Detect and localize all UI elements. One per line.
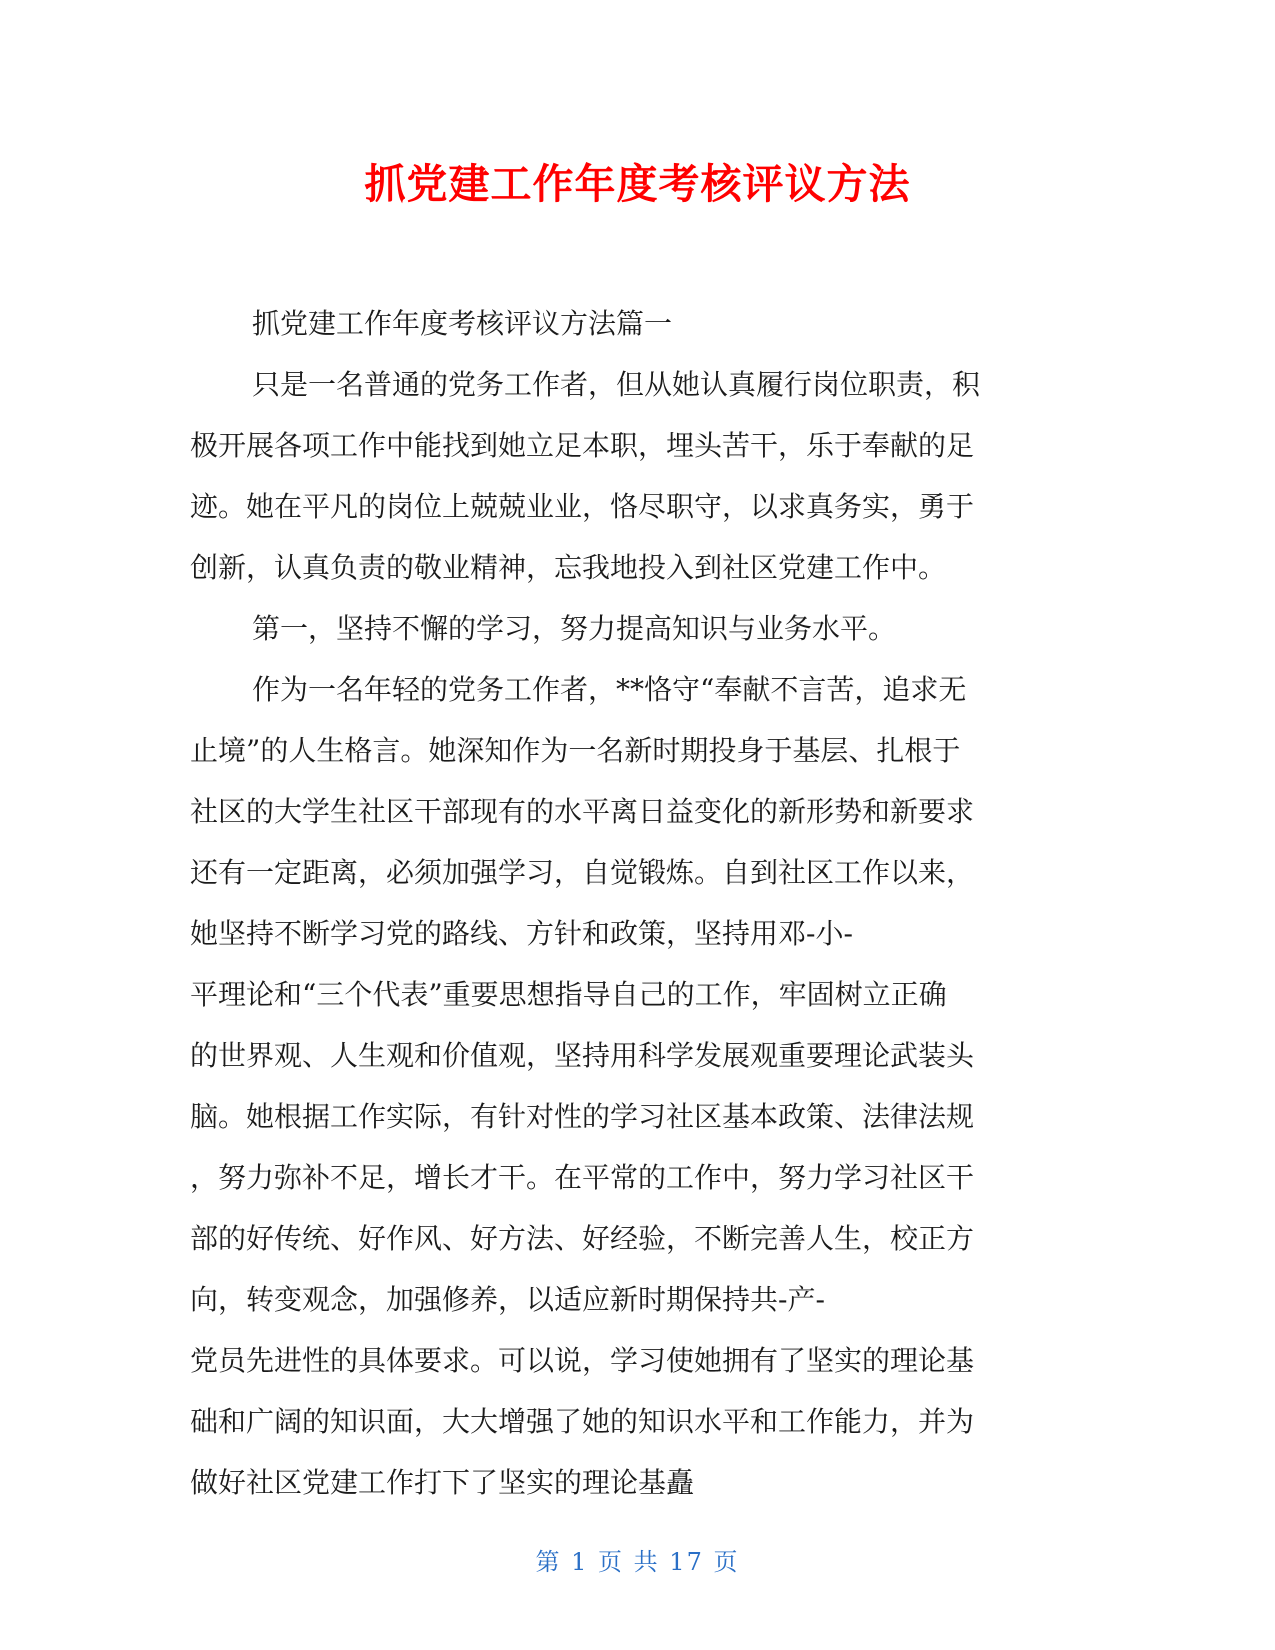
paragraph-line: 她坚持不断学习党的路线、方针和政策，坚持用邓-小-: [190, 917, 853, 950]
paragraph-line: 党员先进性的具体要求。可以说，学习使她拥有了坚实的理论基: [190, 1344, 975, 1377]
paragraph-line: 极开展各项工作中能找到她立足本职，埋头苦干，乐于奉献的足: [190, 429, 975, 462]
paragraph-line: 迹。她在平凡的岗位上兢兢业业，恪尽职守，以求真务实，勇于: [190, 490, 975, 523]
page-number-footer: 第 1 页 共 17 页: [535, 1548, 740, 1576]
paragraph-line: 向，转变观念，加强修养，以适应新时期保持共-产-: [190, 1283, 825, 1316]
paragraph-line: 部的好传统、好作风、好方法、好经验，不断完善人生，校正方: [190, 1222, 975, 1255]
paragraph-line: 只是一名普通的党务工作者，但从她认真履行岗位职责，积: [252, 368, 981, 401]
paragraph-line: 创新，认真负责的敬业精神，忘我地投入到社区党建工作中。: [190, 551, 947, 584]
paragraph-line: 脑。她根据工作实际，有针对性的学习社区基本政策、法律法规: [190, 1100, 975, 1133]
document-title: 抓党建工作年度考核评议方法: [364, 160, 911, 208]
paragraph-line: 第一，坚持不懈的学习，努力提高知识与业务水平。: [252, 612, 897, 645]
paragraph-line: 止境”的人生格言。她深知作为一名新时期投身于基层、扎根于: [190, 734, 961, 767]
paragraph-line: 做好社区党建工作打下了坚实的理论基矗: [190, 1466, 695, 1499]
paragraph-line: 社区的大学生社区干部现有的水平离日益变化的新形势和新要求: [190, 795, 975, 828]
paragraph-line: 础和广阔的知识面，大大增强了她的知识水平和工作能力，并为: [190, 1405, 975, 1438]
paragraph-line: 平理论和“三个代表”重要思想指导自己的工作，牢固树立正确: [190, 978, 947, 1011]
paragraph-line: 还有一定距离，必须加强学习，自觉锻炼。自到社区工作以来，: [190, 856, 975, 889]
document-body: [190, 293, 1065, 1513]
paragraph-line: 的世界观、人生观和价值观，坚持用科学发展观重要理论武装头: [190, 1039, 975, 1072]
section-heading: 抓党建工作年度考核评议方法篇一: [252, 307, 673, 340]
paragraph-line: 作为一名年轻的党务工作者，**恪守“奉献不言苦，追求无: [252, 673, 967, 706]
paragraph-line: ，努力弥补不足，增长才干。在平常的工作中，努力学习社区干: [190, 1161, 975, 1194]
